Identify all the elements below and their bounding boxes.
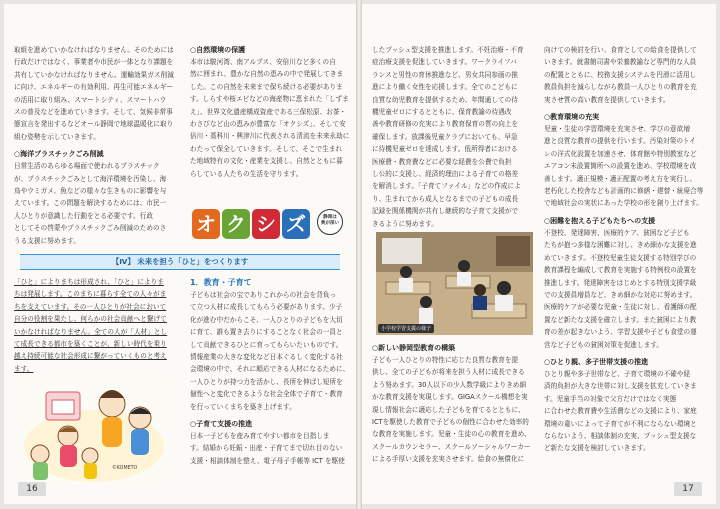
nature-text-line: 本市は駿河湾、南アルプス、安倍川など多くの自	[190, 58, 336, 66]
childcare-continued-line: 症治療支援を促進していきます。ワークライフバ	[372, 58, 517, 67]
nature-heading: ○自然環境の保護	[190, 46, 246, 54]
new-education-line: 現し情報社会に適応した子どもを育てるとともに、	[372, 405, 525, 414]
difficult-children-line: 営など子どもの貧困対策を促進します。	[544, 340, 664, 349]
childcare-heading: ○子育て支援の推進	[190, 420, 253, 429]
education-text	[190, 289, 350, 413]
marine-text-line: 人ひとりが意識した行動をとる必要です。行政	[14, 211, 153, 220]
nature-text-line: 然に囲まれ、豊かな自然の恵みの中で発展してきま	[190, 70, 344, 79]
illustration-credit: ©KOMETO	[112, 466, 138, 471]
childcare-continued-line: 医療費・教育費などに必要な経費を公費で負担	[372, 157, 512, 166]
single-parent-line: ど新たな支援を検討していきます。	[544, 444, 650, 453]
single-parent-heading: ○ひとり親、多子世帯支援の推進	[544, 357, 649, 366]
climate-text-line: スの普及などを進めていきます。そして、気候非常事	[14, 108, 173, 117]
marine-text-line: えています。この問題を解決するためには、市民一	[14, 199, 167, 208]
childcare-continued-line: 良質な幼児教育を提供するため、年間通しての待	[372, 95, 518, 104]
school-lunch-line: 実させ質の高い教育を提供していきます。	[544, 95, 670, 104]
new-education-text	[372, 354, 537, 466]
single-parent-text	[544, 368, 708, 455]
difficult-children-line: 不登校、発達障害、医療的ケア、貧困など子ども	[544, 228, 690, 237]
childcare-continued-line: 確保します。放課後児童クラブにおいても、早急	[372, 132, 518, 141]
okushizu-logo	[192, 209, 352, 247]
childcare-text-line: 支援・相談体制を整え、電子母子手帳等 ICT を駆使	[190, 456, 345, 465]
hito-intro-line: いかなければなりません。全ての人が「人材」とし	[14, 327, 168, 336]
single-parent-line: ひとり親や多子世帯など、子育て環境の不確や経	[544, 369, 691, 378]
climate-text-line: の活用に取り組み、スマートシティ、スマートハウ	[14, 95, 167, 104]
education-text-line: 一人ひとりが持つ力を活かし、長所を伸ばし短所を	[190, 377, 343, 386]
family-illustration-svg	[22, 374, 167, 484]
marine-text-line: としてその啓蒙やプラスチックごみ削減のためのさ	[14, 224, 167, 233]
hito-intro-column	[14, 276, 174, 375]
new-education-line: スクールカウンセラー、スクールソーシャルワーカー	[372, 442, 531, 451]
facility-text-line: 進と良質な教育の提供を行います。汚染対策のトイ	[544, 137, 696, 146]
page-17	[362, 4, 716, 504]
right-column-2	[544, 44, 708, 455]
left-column-2	[190, 44, 350, 180]
education-text-line: 個性へと変化できるような社会全体で子育て・教育	[190, 390, 343, 399]
school-lunch-line: の配置とともに、校務支援システムを円滑に活用し	[544, 70, 697, 79]
facility-text-line: レの洋式化設置を加速させ、体育館や特別教室など	[544, 149, 697, 158]
new-education-line: な教育を実施します。児童・生徒の心の教育を進め、	[372, 430, 531, 439]
photo-caption: 小学校学習支援の様子	[378, 324, 434, 333]
page-16	[4, 4, 356, 504]
difficult-children-line: 推進します。発達障害をはじめとする特別支援学級	[544, 278, 697, 287]
childcare-continued-line: を解消します。「子育てファイル」などの作成によ	[372, 182, 521, 191]
marine-text	[14, 160, 179, 247]
facility-text-line: 老朽化した校舎なども計画的に修繕・建替・統廃合等	[544, 187, 704, 196]
facility-text	[544, 123, 708, 210]
education-text-line: 会環境の中で、それに順応できる人材になるために、	[190, 365, 350, 374]
okushizu-tile-ku: ク	[222, 209, 250, 239]
new-education-line: よう努めます。30人以下の少人数学級によりきめ細	[372, 380, 527, 389]
okushizu-tile-shi: シ	[252, 209, 280, 239]
education-text-line: て立つ人材に成長してもらう必要があります。少子	[190, 303, 343, 312]
new-education-line: 供し、全ての子どもが将来を担う人材に成長できる	[372, 368, 525, 377]
marine-text-line: 鳥やウミガメ、魚などの様々な生きものに影響を与	[14, 187, 167, 196]
difficult-children-line: での支援員増員など、きめ細かな対応に努めます。	[544, 290, 697, 299]
nature-text-line: え」、世界文化遺産構成資産である三保松原、お茶・	[190, 107, 347, 116]
facility-text-line: エアコン未設置箇所への設置を進め、学校環境を改	[544, 162, 697, 171]
left-column-1	[14, 44, 179, 247]
marine-text-line: 日常生活のあらゆる場面で使われるプラスチック	[14, 162, 160, 171]
education-text-line: 子どもは社会の宝でありこれからの社会を背負っ	[190, 291, 337, 299]
climate-text-line: 行政だけではなく、事業者や市民が一体となり課題を	[14, 58, 174, 67]
facility-text-line: で地域社会の実状にあった学校の形を創り上げます。	[544, 199, 703, 208]
hito-intro-text	[14, 276, 174, 375]
okushizu-tile-zu: ズ	[282, 209, 310, 239]
difficult-children-text	[544, 227, 708, 351]
childcare-text-line: す。結婚から妊娠・出産・子育てまで切れ目のない	[190, 444, 343, 453]
left-column-2b	[190, 276, 350, 467]
section-banner-title: 【Ⅳ】 未来を担う「ひと」をつくります	[111, 257, 249, 266]
single-parent-line: す。児童手当の対象で父方だけではなく実態	[544, 394, 677, 403]
difficult-children-line: たちが抱つ多様な困難に対し、きめ細かな支援を進	[544, 241, 697, 250]
classroom-photo	[376, 232, 533, 335]
childcare-text-line: 日本一子どもを産み育てやすい都市を目指しま	[190, 432, 330, 441]
facility-text-line: 児童・生徒の学習環境を充実させ、学びの意欲増	[544, 125, 690, 134]
hito-intro-line: 自分の役割を果たし、何らかの社会貢献へと繋げて	[14, 315, 167, 324]
new-education-heading: ○新しい静岡型教育の構築	[372, 344, 456, 352]
childcare-continued-line: 機児童ゼロにするとともに、保育教諭の待遇改	[372, 108, 512, 117]
hito-intro-line: ます。	[14, 364, 34, 373]
school-lunch-line: いきます。就書館司書や栄養教諭など専門的な人員	[544, 58, 697, 67]
difficult-children-heading: ○困難を抱える子どもたちへの支援	[544, 216, 656, 225]
nature-text-line: らしている人たちの生活を守ります。	[190, 169, 303, 178]
nature-text	[190, 56, 350, 180]
childcare-continued-line: 記録を関係機関が共有し継続的な子育て支援がで	[372, 207, 519, 216]
nature-text-line: わさびなど山の恵みが豊富な「オクシズ」、そして安	[190, 120, 346, 129]
difficult-children-line: 医療的ケアが必要な児童・生徒に対し、看護師の配	[544, 303, 697, 312]
education-text-line: に育て、誰も置き去りにすることなく社会の一員と	[190, 328, 343, 337]
hito-intro-line: ちは発展します。このまちに暮らす全ての人々がま	[14, 290, 167, 299]
section-banner	[20, 254, 340, 270]
childcare-continued-text	[372, 44, 537, 230]
difficult-children-line: めていきます。不登校児童生徒支援する特別学びの	[544, 253, 697, 262]
nature-text-line: わたって保全していきます。そして、そこで生まれ	[190, 144, 343, 153]
okushizu-badge	[317, 209, 343, 235]
climate-text-line: に向け、エネルギーの有効利用、再生可能エネルギー	[14, 83, 174, 92]
nature-text-line: た地域特有の文化・産業を支援し、自然とともに暮	[190, 157, 343, 166]
school-lunch-text	[544, 44, 708, 106]
marine-text-line: が、プラスチックごみとして海洋環境を汚染し、海	[14, 174, 167, 183]
childcare-continued-line: 善や教育研修の充実により教育保育の質の向上を	[372, 120, 519, 129]
school-lunch-line: 向けての検討を行い、食育としての給食を提供して	[544, 46, 697, 54]
classroom-photo-svg	[376, 232, 533, 335]
climate-text-line: 共有していかなければなりません。運輸効果ガス削減	[14, 70, 174, 79]
childcare-continued-line: り、生まれてから成人となるまでの子どもの成長	[372, 194, 519, 203]
new-education-line: かな教育支援を実現します。GIGAスクール構想を実	[372, 393, 528, 402]
school-lunch-line: 教員負担を減らしながら教員一人ひとりの教育を充	[544, 83, 697, 92]
badge-text: 静岡は 奥が深い	[320, 215, 340, 226]
childcare-text	[190, 430, 350, 467]
childcare-continued-line: したプッシュ型支援を推進します。不妊治療・不育	[372, 46, 524, 54]
hito-intro-line: 「ひと」によりまちは形成され、「ひと」によりま	[14, 278, 164, 286]
hito-intro-line: て成長できる都市を築くことが、新しい時代を乗り	[14, 340, 167, 349]
nature-text-line: す。しらすや桜エビなどの海産物に恵まれた「しずま	[190, 95, 349, 104]
page-number-left: 16	[18, 482, 46, 496]
climate-text	[14, 44, 179, 143]
nature-text-line: 倍川・藁科川・興津川に代表される清流を未来永劫に	[190, 132, 350, 141]
new-education-line: による手厚い支援を充実させます。給食の無償化に	[372, 455, 525, 464]
childcare-continued-line: し公的に支援し、経済的理由による子育ての格差	[372, 170, 519, 179]
new-education-line: ICTを駆使した教育で子どもの個性に合わせた効率的	[372, 418, 529, 427]
climate-text-line: 組む姿勢を示していきます。	[14, 132, 100, 141]
difficult-children-line: 育の差が起きないよう、学習支援や子ども食堂の運	[544, 328, 697, 337]
nature-text-line: した。この自然を未来まで保ち続ける必要がありま	[190, 82, 343, 91]
education-text-line: を行っていくまちを築き上げます。	[190, 402, 296, 411]
new-education-line: 子ども一人ひとりの特性に応じた良質な教育を提	[372, 356, 519, 364]
childcare-continued-line: きるように努めます。	[372, 219, 438, 228]
education-heading: 1．教育・子育て	[190, 278, 252, 287]
single-parent-line: ならないよう、相談体制の充実、プッシュ型支援な	[544, 431, 697, 440]
climate-text-line: 態宣言を発出するなどオール静岡で地球温暖化に取り	[14, 120, 174, 129]
single-parent-line: 済的負担が大きな世帯に対し支援を拡充していきま	[544, 382, 697, 391]
page-number-right: 17	[674, 482, 702, 496]
marine-heading: ○海洋プラスチックごみ削減	[14, 150, 104, 159]
education-text-line: 情報産業の大きな変化など日本ぐるしく変化する社	[190, 353, 343, 362]
facility-heading: ○教育環境の充実	[544, 113, 600, 122]
facility-text-line: 善します。適正規模・適正配置の考え方を実行し、	[544, 174, 697, 183]
hito-intro-line: ちを支えています。その一人ひとりが社会において	[14, 302, 167, 311]
education-text-line: 化が進む中だからこそ、一人ひとりの子どもを大切	[190, 315, 343, 324]
childcare-continued-line: ランスと男性の育休推進など、男女共同参画の推	[372, 70, 518, 79]
right-column-1b	[372, 342, 537, 466]
climate-text-line: 取組を進めていかなければなりません。そのためには	[14, 46, 174, 54]
family-illustration	[22, 374, 167, 484]
right-column-1	[372, 44, 537, 230]
marine-text-line: うる支援に努めます。	[14, 236, 80, 245]
childcare-continued-line: に待機児童ゼロを達成します。低所得者における	[372, 145, 518, 154]
hito-intro-line: 越え持続可能な社会形成に繋がっていくものと考え	[14, 352, 167, 361]
difficult-children-line: 置など新たな支援を確立します。また貧困により教	[544, 315, 697, 324]
okushizu-tile-o: オ	[192, 209, 220, 239]
education-text-line: して貢献できるひとに育ってもらいたいものです。	[190, 340, 343, 349]
single-parent-line: 環境の違いによって子育てが不利にならない環境と	[544, 419, 697, 428]
single-parent-line: に合わせた教育費や生活費などの支援により、家庭	[544, 407, 697, 416]
childcare-continued-line: 進により働く女性を応援します。全てのこどもに	[372, 83, 518, 92]
difficult-children-line: 教育課程を編成して教育を実施する特例校の設置を	[544, 266, 697, 275]
